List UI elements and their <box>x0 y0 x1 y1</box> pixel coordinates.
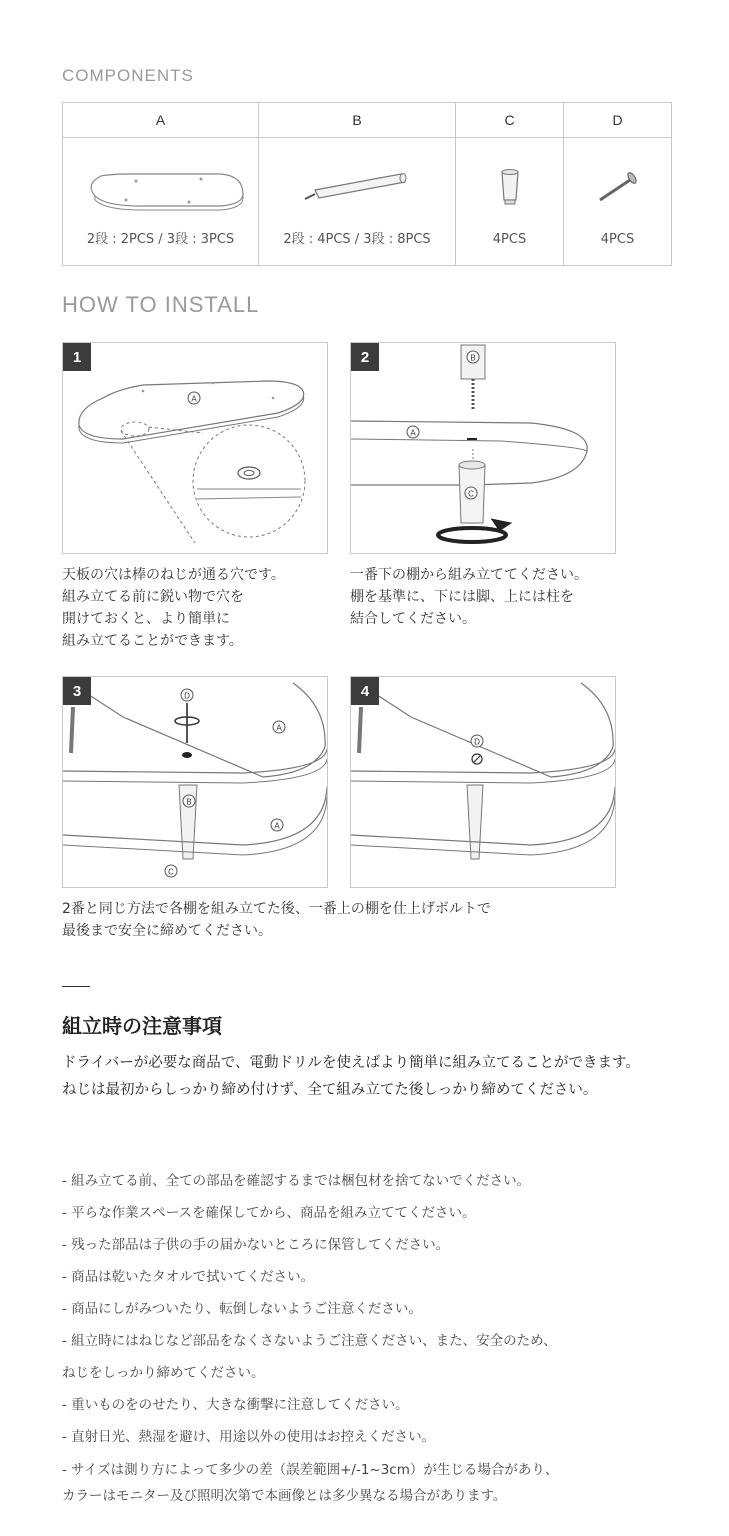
step-3-illustration <box>63 677 327 887</box>
marker-b: B <box>186 797 192 807</box>
component-qty-d: 4PCS <box>600 232 635 247</box>
step-2-panel <box>350 342 616 554</box>
components-table <box>62 102 672 266</box>
marker-c: C <box>168 867 174 877</box>
component-cell-a <box>63 138 259 266</box>
component-qty-b: 2段 : 4PCS / 3段 : 8PCS <box>283 232 431 247</box>
install-heading: HOW TO INSTALL <box>62 292 260 317</box>
step-2-illustration <box>351 343 615 553</box>
marker-a: A <box>410 428 416 438</box>
caution-item: - 重いものをのせたり、大きな衝撃に注意してください。 <box>62 1397 409 1413</box>
component-cell-b <box>259 138 456 266</box>
caution-item: - 組立時にはねじなど部品をなくさないようご注意ください、また、安全のため、 ねじをしっかり締めてください。 <box>62 1333 557 1381</box>
marker-b: B <box>470 353 476 363</box>
caution-item: - 残った部品は子供の手の届かないところに保管してください。 <box>62 1237 450 1253</box>
steps-3-4-text: 2番と同じ方法で各棚を組み立てた後、一番上の棚を仕上げボルトで 最後まで安全に締めてください。 <box>62 901 491 939</box>
components-heading: COMPONENTS <box>62 66 194 85</box>
components-image-row <box>63 138 672 266</box>
caution-item: - 直射日光、熱湿を避け、用途以外の使用はお控えください。 <box>62 1429 436 1445</box>
components-header-row <box>63 103 672 138</box>
notice-title: 組立時の注意事項 <box>62 1014 222 1038</box>
step-1-text: 天板の穴は棒のねじが通る穴です。 組み立てる前に鋭い物で穴を 開けておくと、より簡単に 組み立てることができます。 <box>62 567 285 649</box>
shelf-board-icon <box>71 138 251 218</box>
step-1-illustration <box>63 343 327 553</box>
bolt-icon <box>578 138 658 218</box>
foot-icon <box>470 138 550 218</box>
marker-a: A <box>274 821 280 831</box>
step-number: 3 <box>63 677 91 705</box>
component-qty-a: 2段 : 2PCS / 3段 : 3PCS <box>86 232 235 247</box>
caution-item: - 組み立てる前、全ての部品を確認するまでは梱包材を捨てないでください。 <box>62 1173 531 1189</box>
step-number: 2 <box>351 343 379 371</box>
component-label-a: A <box>63 103 259 138</box>
step-4-illustration <box>351 677 615 887</box>
component-cell-d <box>564 138 672 266</box>
marker-d: D <box>184 691 190 701</box>
marker-d: D <box>474 737 480 747</box>
rod-icon <box>267 138 447 218</box>
step-3-panel <box>62 676 328 888</box>
section-divider <box>62 986 90 987</box>
caution-item: - 商品は乾いたタオルで拭いてください。 <box>62 1269 315 1285</box>
component-label-c: C <box>456 103 564 138</box>
component-label-d: D <box>564 103 672 138</box>
step-number: 1 <box>63 343 91 371</box>
step-4-panel <box>350 676 616 888</box>
component-label-b: B <box>259 103 456 138</box>
caution-item: - 商品にしがみついたり、転倒しないようご注意ください。 <box>62 1301 422 1317</box>
notice-body: ドライバーが必要な商品で、電動ドリルを使えばより簡単に組み立てることができます。 ねじは最初からしっかり締め付けず、全て組み立てた後しっかり締めてください。 <box>62 1055 640 1098</box>
step-2-text: 一番下の棚から組み立ててください。 棚を基準に、下には脚、上には柱を 結合してください。 <box>350 567 588 627</box>
caution-list <box>62 1165 558 1509</box>
caution-item: - 平らな作業スペースを確保してから、商品を組み立ててください。 <box>62 1205 476 1221</box>
marker-a: A <box>276 723 282 733</box>
marker-c: C <box>468 489 474 499</box>
caution-item: - サイズは測り方によって多少の差（誤差範囲+/-1~3cm）が生じる場合があり、 カラーはモニター及び照明次第で本画像とは多少異なる場合があります。 <box>62 1462 559 1504</box>
marker-a: A <box>191 394 197 404</box>
step-1-panel <box>62 342 328 554</box>
component-cell-c <box>456 138 564 266</box>
component-qty-c: 4PCS <box>492 232 527 247</box>
step-number: 4 <box>351 677 379 705</box>
